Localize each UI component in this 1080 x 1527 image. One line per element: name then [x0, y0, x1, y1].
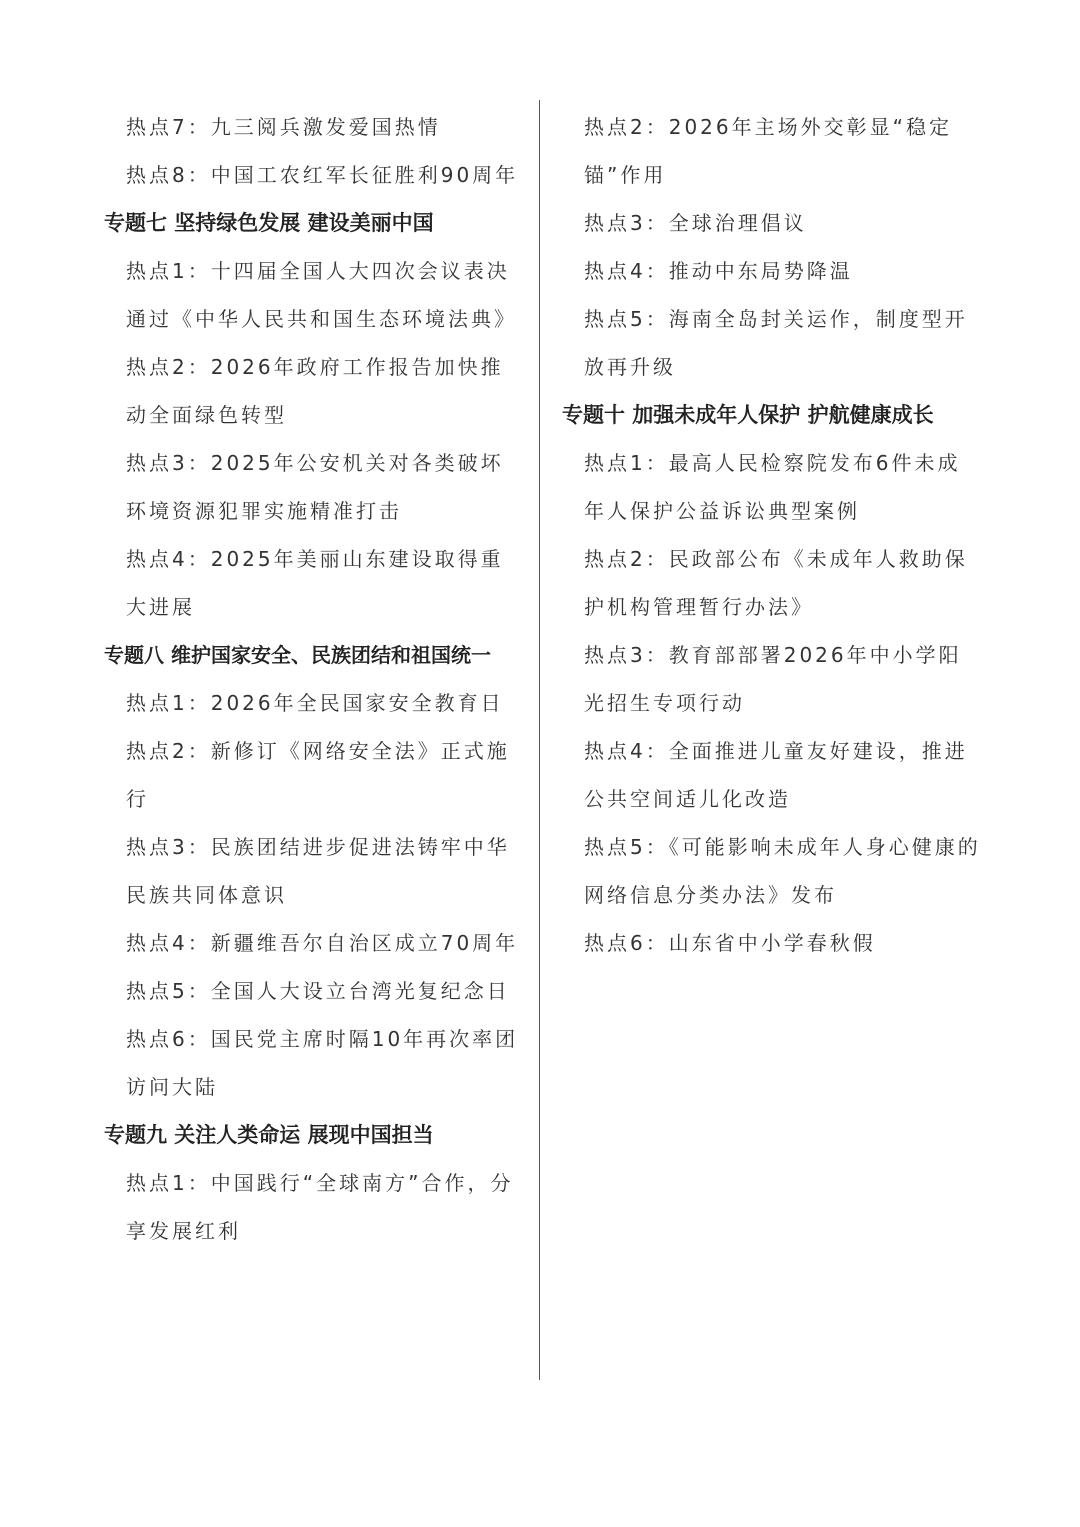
hotspot-item: 热点3：民族团结进步促进法铸牢中华民族共同体意识 — [126, 835, 510, 907]
hotspot-item: 热点1：中国践行“全球南方”合作，分享发展红利 — [126, 1171, 514, 1243]
hotspot-item: 热点2：民政部公布《未成年人救助保护机构管理暂行办法》 — [584, 547, 968, 619]
hotspot-item: 热点2：新修订《网络安全法》正式施行 — [126, 739, 510, 811]
hotspot-item: 热点2：2026年主场外交彰显“稳定锚”作用 — [584, 115, 952, 187]
left-column — [104, 103, 524, 1255]
topic-heading: 专题九 关注人类命运 展现中国担当 — [104, 1123, 434, 1147]
hotspot-item: 热点1：最高人民检察院发布6件未成年人保护公益诉讼典型案例 — [584, 451, 961, 523]
hotspot-item: 热点7：九三阅兵激发爱国热情 — [126, 115, 441, 139]
hotspot-item: 热点3：2025年公安机关对各类破坏环境资源犯罪实施精准打击 — [126, 451, 504, 523]
hotspot-item: 热点4：推动中东局势降温 — [584, 259, 853, 283]
hotspot-item: 热点5：《可能影响未成年人身心健康的网络信息分类办法》发布 — [584, 835, 981, 907]
column-divider — [539, 100, 540, 1380]
hotspot-item: 热点1：2026年全民国家安全教育日 — [126, 691, 504, 715]
hotspot-item: 热点3：教育部部署2026年中小学阳光招生专项行动 — [584, 643, 962, 715]
right-column — [562, 103, 982, 967]
topic-heading: 专题八 维护国家安全、民族团结和祖国统一 — [104, 643, 491, 667]
hotspot-item: 热点4：2025年美丽山东建设取得重大进展 — [126, 547, 504, 619]
hotspot-item: 热点2：2026年政府工作报告加快推动全面绿色转型 — [126, 355, 504, 427]
hotspot-item: 热点1：十四届全国人大四次会议表决通过《中华人民共和国生态环境法典》 — [126, 259, 517, 331]
hotspot-item: 热点4：新疆维吾尔自治区成立70周年 — [126, 931, 519, 955]
topic-heading: 专题七 坚持绿色发展 建设美丽中国 — [104, 211, 434, 235]
topic-heading: 专题十 加强未成年人保护 护航健康成长 — [562, 403, 934, 427]
hotspot-item: 热点6：山东省中小学春秋假 — [584, 931, 876, 955]
hotspot-item: 热点3：全球治理倡议 — [584, 211, 807, 235]
hotspot-item: 热点6：国民党主席时隔10年再次率团访问大陆 — [126, 1027, 519, 1099]
hotspot-item: 热点5：全国人大设立台湾光复纪念日 — [126, 979, 510, 1003]
hotspot-item: 热点4：全面推进儿童友好建设，推进公共空间适儿化改造 — [584, 739, 968, 811]
hotspot-item: 热点5：海南全岛封关运作，制度型开放再升级 — [584, 307, 968, 379]
hotspot-item: 热点8：中国工农红军长征胜利90周年 — [126, 163, 519, 187]
